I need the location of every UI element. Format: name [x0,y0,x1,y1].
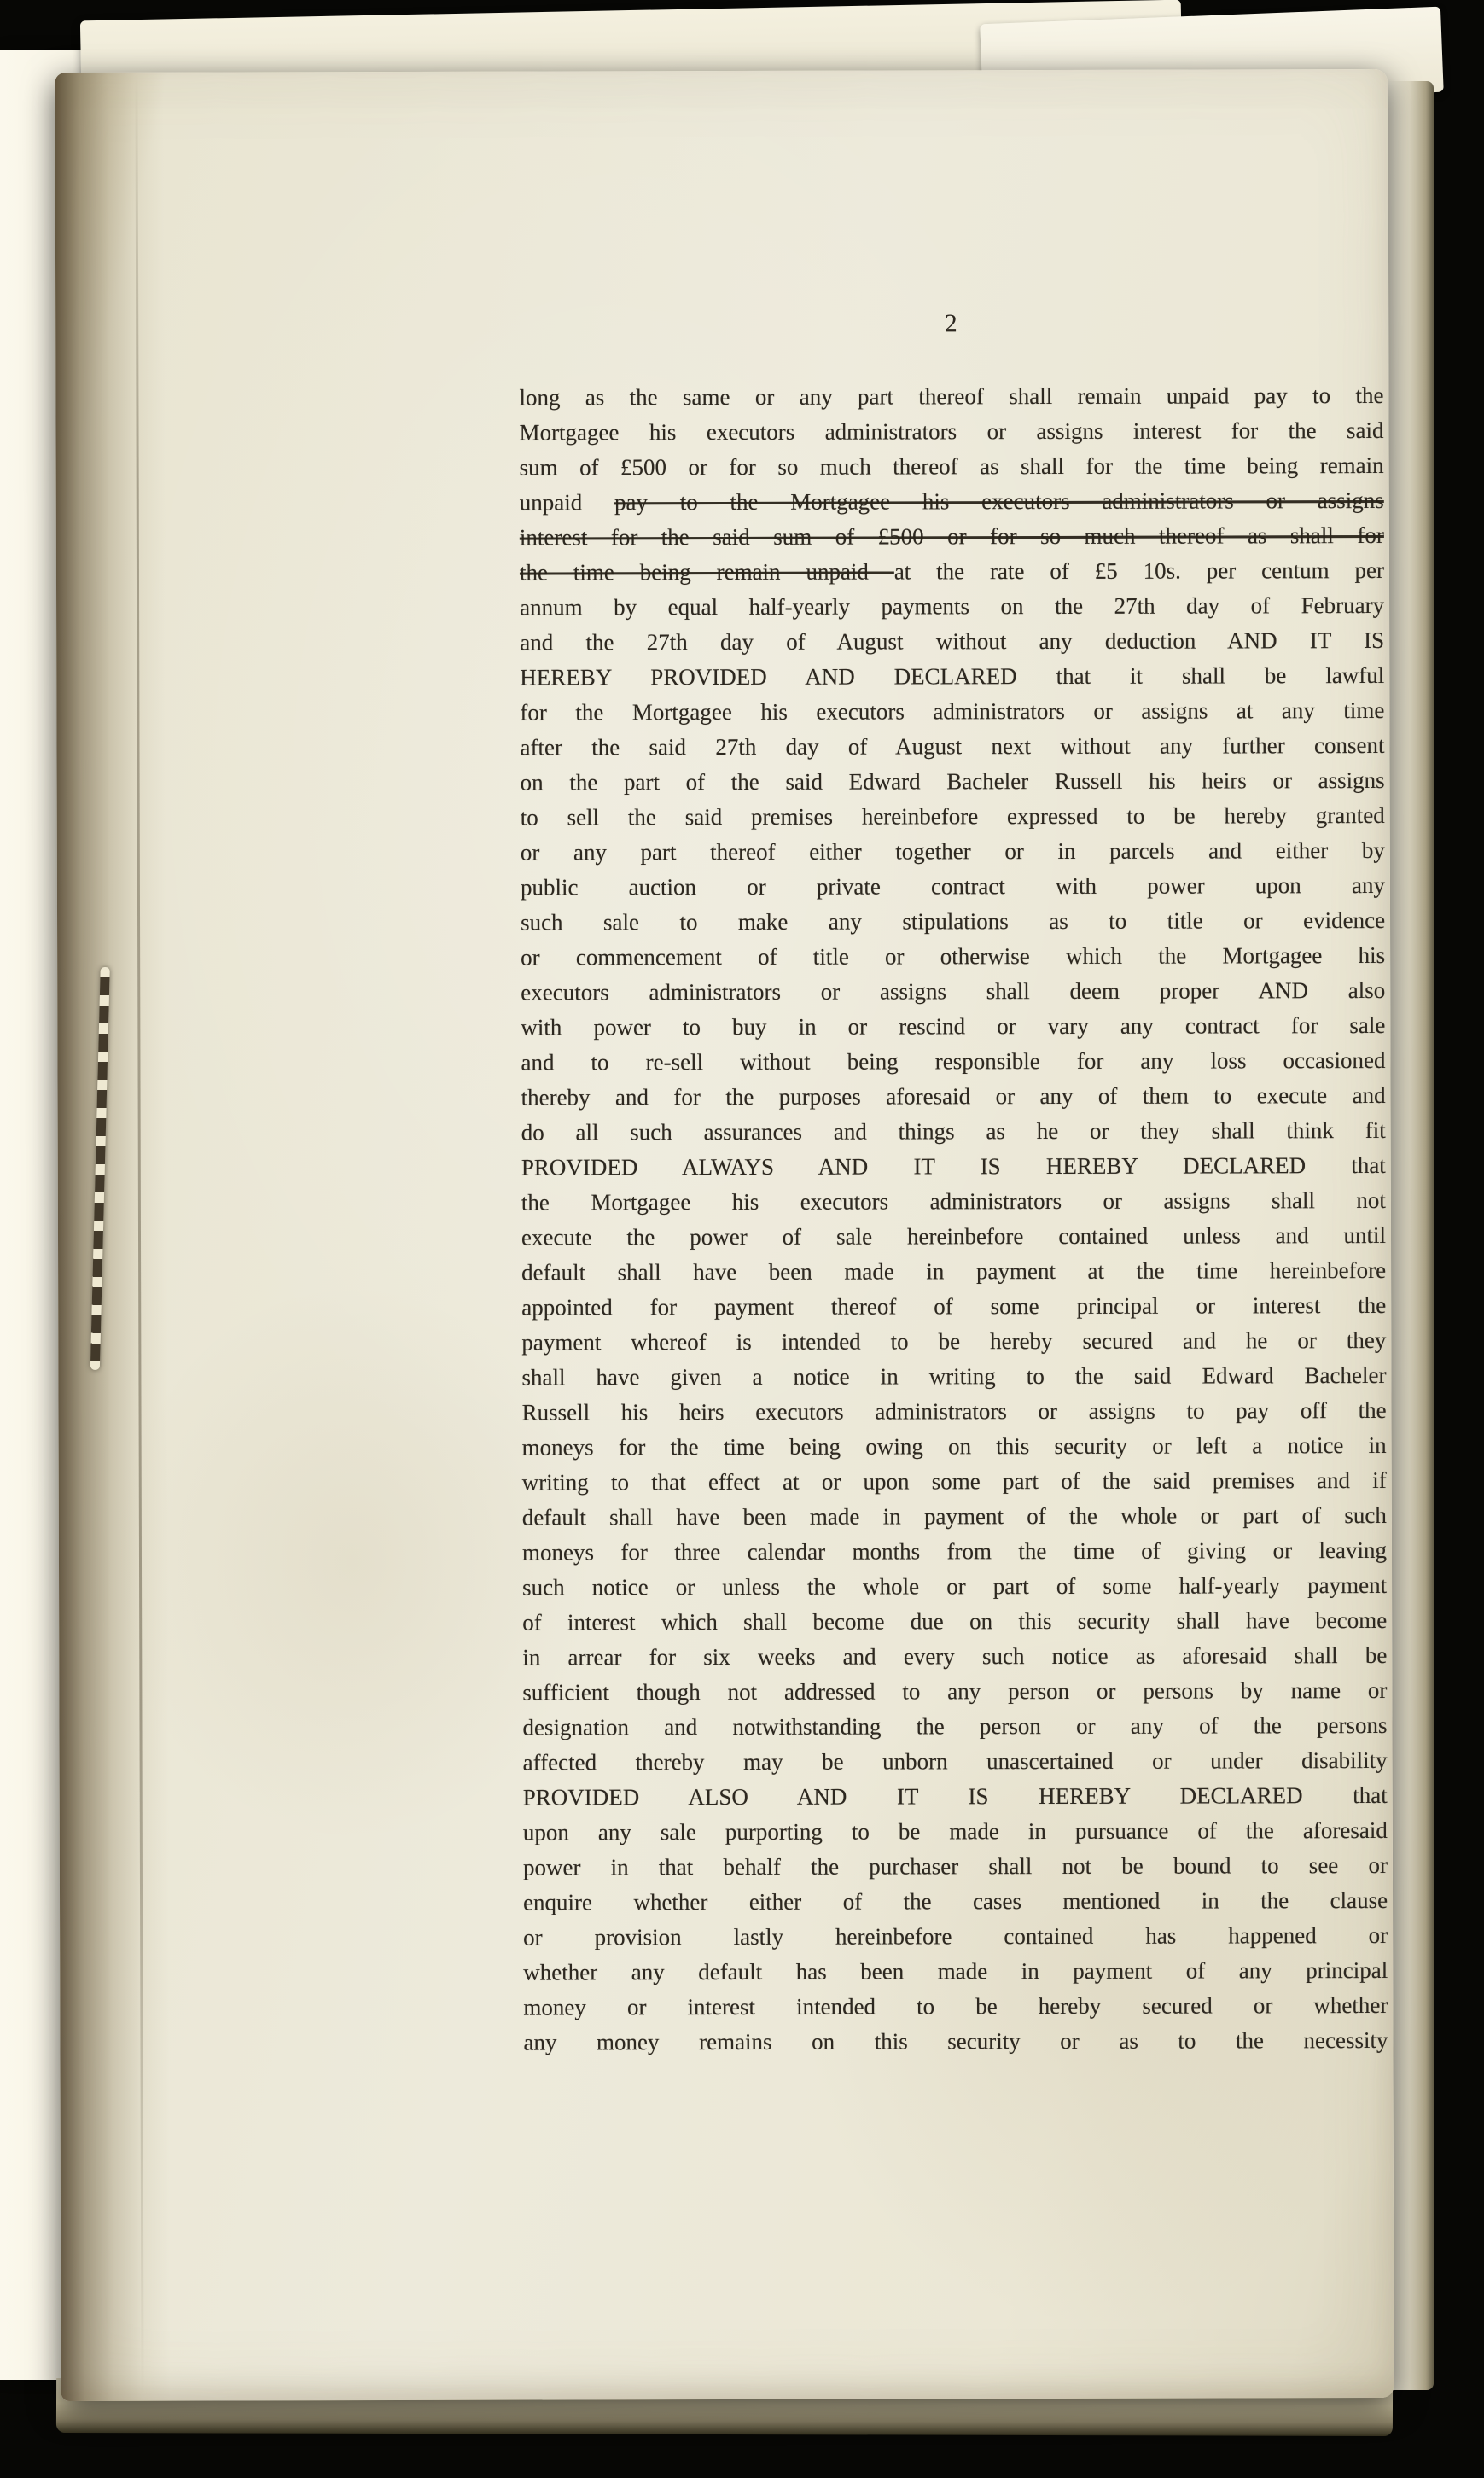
text-line [522,1498,1387,1536]
body-text: shall have given a notice in writing to the said Edward Bacheler [521,1361,1387,1391]
text-line [523,1988,1388,2026]
body-text: whether any default has been made in payment of any principal [523,1956,1388,1985]
text-block [519,378,1388,2061]
text-line [523,1813,1388,1851]
body-text: Mortgagee his executors administrators or assigns interest for the said [519,417,1384,446]
struck-text: pay to the Mortgagee his executors administrators or assigns [614,487,1384,516]
body-text: default shall have been made in payment of the whole or part of such [521,1501,1387,1531]
text-line [523,1848,1388,1886]
body-text: executors administrators or assigns shall deem proper AND also [521,977,1386,1006]
text-line [523,1953,1388,1991]
text-line [519,413,1383,451]
body-text: or commencement of title or otherwise which the Mortgagee his [521,942,1386,971]
document-page [55,69,1394,2401]
body-text: or any part thereof either together or in parcels and either by [520,837,1385,866]
body-text: do all such assurances and things as he or they shall think fit [521,1117,1386,1146]
text-line [521,1218,1386,1256]
body-text: the Mortgagee his executors administrators or assigns shall not [521,1187,1386,1216]
text-line [521,1078,1386,1116]
body-text: or provision lastly hereinbefore contained has happened or [523,1921,1388,1950]
text-line [522,1533,1387,1571]
binding-stitches [90,967,110,1370]
body-text: moneys for the time being owing on this security or left a notice in [521,1431,1387,1461]
text-line [521,1323,1386,1361]
body-text: payment whereof is intended to be hereby secured and he or they [521,1326,1387,1356]
body-text: money or interest intended to be hereby secured or whether [523,1991,1388,2020]
body-text: with power to buy in or rescind or vary any contract for sale [521,1012,1386,1041]
text-line [521,938,1385,976]
text-line [521,868,1385,906]
text-line [520,588,1384,626]
page-number: 2 [944,309,958,338]
text-line [521,798,1385,836]
body-text: affected thereby may be unborn unascertained or under disability [522,1746,1388,1775]
text-line [520,658,1384,696]
text-line [519,378,1383,416]
text-line [521,1148,1386,1186]
text-line [522,1568,1387,1606]
text-line [520,728,1384,766]
body-text: to sell the said premises hereinbefore expressed to be hereby granted [520,802,1385,831]
text-line [521,1358,1386,1396]
body-text: such notice or unless the whole or part of some half-yearly payment [522,1571,1388,1600]
body-text: such sale to make any stipulations as to title or evidence [521,907,1386,936]
body-text: execute the power of sale hereinbefore contained unless and until [521,1222,1387,1251]
body-text: Russell his heirs executors administrators or assigns to pay off the [521,1396,1387,1426]
text-line [523,1918,1388,1956]
text-line [522,1428,1387,1466]
text-line [521,1008,1385,1046]
text-line [521,833,1385,871]
text-line [521,1393,1386,1431]
body-text: power in that behalf the purchaser shall not be bound to see or [522,1851,1388,1880]
text-line [522,1708,1387,1746]
body-text: designation and notwithstanding the person or any of the persons [522,1711,1388,1740]
text-line [520,693,1384,731]
text-line [522,1603,1387,1641]
text-line [521,763,1385,801]
body-text: long as the same or any part thereof shall remain unpaid pay to the [519,382,1384,411]
body-text: and the 27th day of August without any deduction AND IT IS [520,627,1385,656]
body-text: after the said 27th day of August next without any further consent [520,732,1385,761]
text-line [523,1743,1388,1781]
text-line [522,1463,1387,1501]
body-text: HEREBY PROVIDED AND DECLARED that it shall be lawful [520,662,1385,691]
struck-text: the time being remain unpaid [519,558,894,586]
text-line [521,903,1385,941]
text-line [522,1673,1387,1711]
body-text: thereby and for the purposes aforesaid or any of them to execute and [521,1082,1386,1111]
body-text: upon any sale purporting to be made in pursuance of the aforesaid [522,1816,1388,1845]
text-line [523,1778,1388,1816]
body-text: PROVIDED ALSO AND IT IS HEREBY DECLARED that [522,1781,1388,1810]
text-line [520,448,1384,486]
text-line [523,2023,1388,2061]
text-line [523,1883,1388,1921]
text-line [522,1638,1387,1676]
body-text: public auction or private contract with power upon any [520,872,1385,901]
text-line [521,1113,1386,1151]
body-text: for the Mortgagee his executors administrators or assigns at any time [520,697,1385,726]
body-text: at the rate of £5 10s. per centum per [893,557,1385,585]
body-text: on the part of the said Edward Bacheler Russell his heirs or assigns [520,767,1385,796]
text-line [521,1183,1386,1221]
spine-crease [135,73,143,2401]
text-line [520,553,1384,591]
text-line [521,1043,1385,1081]
body-text: writing to that effect at or upon some part of the said premises and if [521,1466,1387,1496]
text-line [521,1288,1386,1326]
text-line [521,1253,1386,1291]
body-text: default shall have been made in payment at the time hereinbefore [521,1256,1387,1286]
body-text: PROVIDED ALWAYS AND IT IS HEREBY DECLARED that [521,1152,1386,1181]
text-line [521,973,1385,1011]
body-text: sum of £500 or for so much thereof as shall for the time being remain [519,452,1384,481]
text-line [520,483,1384,521]
body-text: in arrear for six weeks and every such notice as aforesaid shall be [522,1641,1388,1670]
body-text: moneys for three calendar months from the time of giving or leaving [521,1536,1388,1566]
body-text: of interest which shall become due on this security shall have become [522,1606,1388,1635]
binding-spine [55,73,170,2401]
body-text: sufficient though not addressed to any person or persons by name or [522,1676,1388,1705]
body-text: unpaid [519,489,615,516]
body-text: any money remains on this security or as to the necessity [523,2026,1388,2055]
struck-text: interest for the said sum of £500 or for so much thereof as shall for [519,522,1384,551]
body-text: enquire whether either of the cases mentioned in the clause [523,1886,1388,1915]
text-line [520,623,1384,661]
body-text: appointed for payment thereof of some principal or interest the [521,1291,1387,1321]
body-text: annum by equal half-yearly payments on the 27th day of February [520,592,1385,621]
text-line [520,518,1384,556]
body-text: and to re-sell without being responsible for any loss occasioned [521,1047,1386,1076]
